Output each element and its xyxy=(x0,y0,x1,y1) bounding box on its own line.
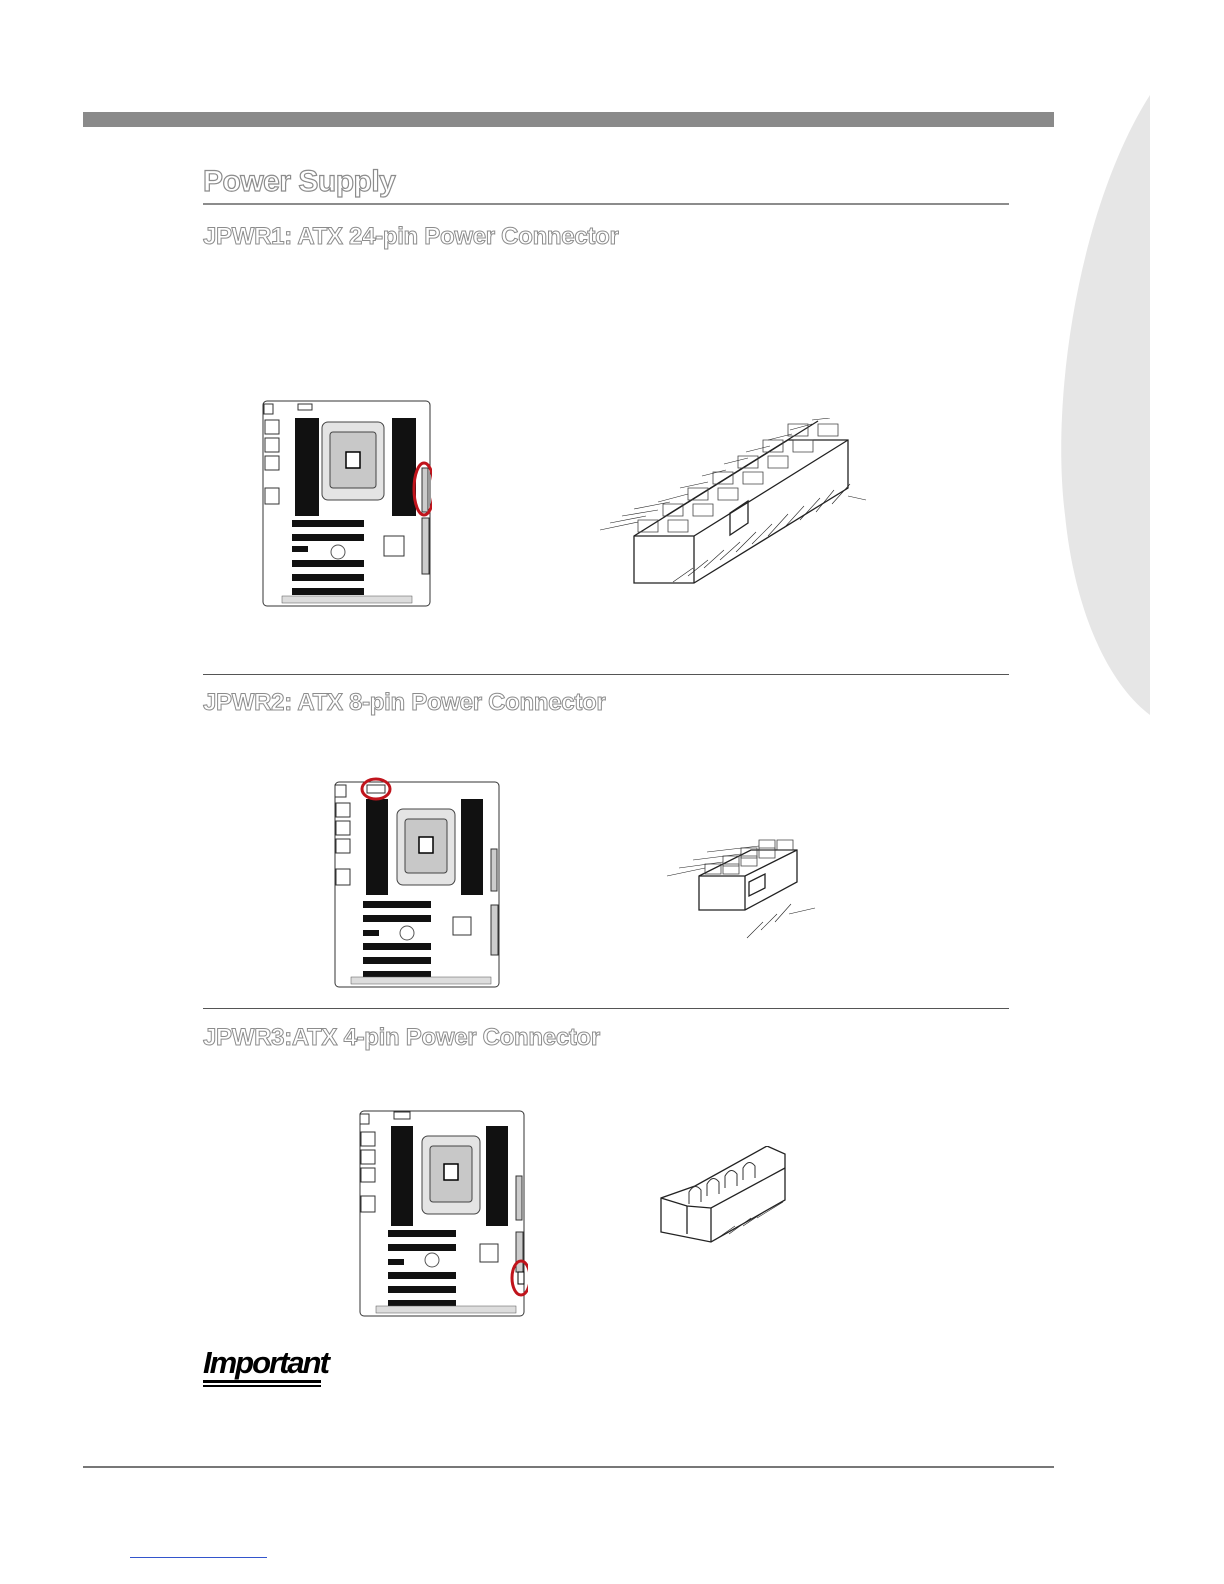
section-title: Power Supply xyxy=(203,165,396,198)
footer-link-underline[interactable] xyxy=(130,1557,267,1558)
important-underline-thin xyxy=(203,1385,321,1387)
important-notice-label: Important xyxy=(203,1345,328,1380)
jpwr3-title: JPWR3:ATX 4-pin Power Connector xyxy=(203,1024,600,1051)
jpwr2-title: JPWR2: ATX 8-pin Power Connector xyxy=(203,689,606,716)
jpwr3-4pin-connector-drawing xyxy=(655,1146,797,1246)
jpwr1-title: JPWR1: ATX 24-pin Power Connector xyxy=(203,223,619,250)
chapter-side-tab xyxy=(1060,95,1150,715)
jpwr2-motherboard-diagram xyxy=(333,777,503,990)
header-bar xyxy=(83,112,1054,127)
section-divider-1 xyxy=(203,674,1009,675)
jpwr2-8pin-connector-drawing xyxy=(665,838,817,940)
section-divider-2 xyxy=(203,1008,1009,1009)
important-underline xyxy=(203,1380,321,1383)
title-underline xyxy=(203,203,1009,205)
footer-rule xyxy=(83,1466,1054,1468)
jpwr3-motherboard-diagram xyxy=(358,1108,528,1320)
jpwr1-motherboard-diagram xyxy=(262,400,432,608)
jpwr1-24pin-connector-drawing xyxy=(598,418,873,590)
